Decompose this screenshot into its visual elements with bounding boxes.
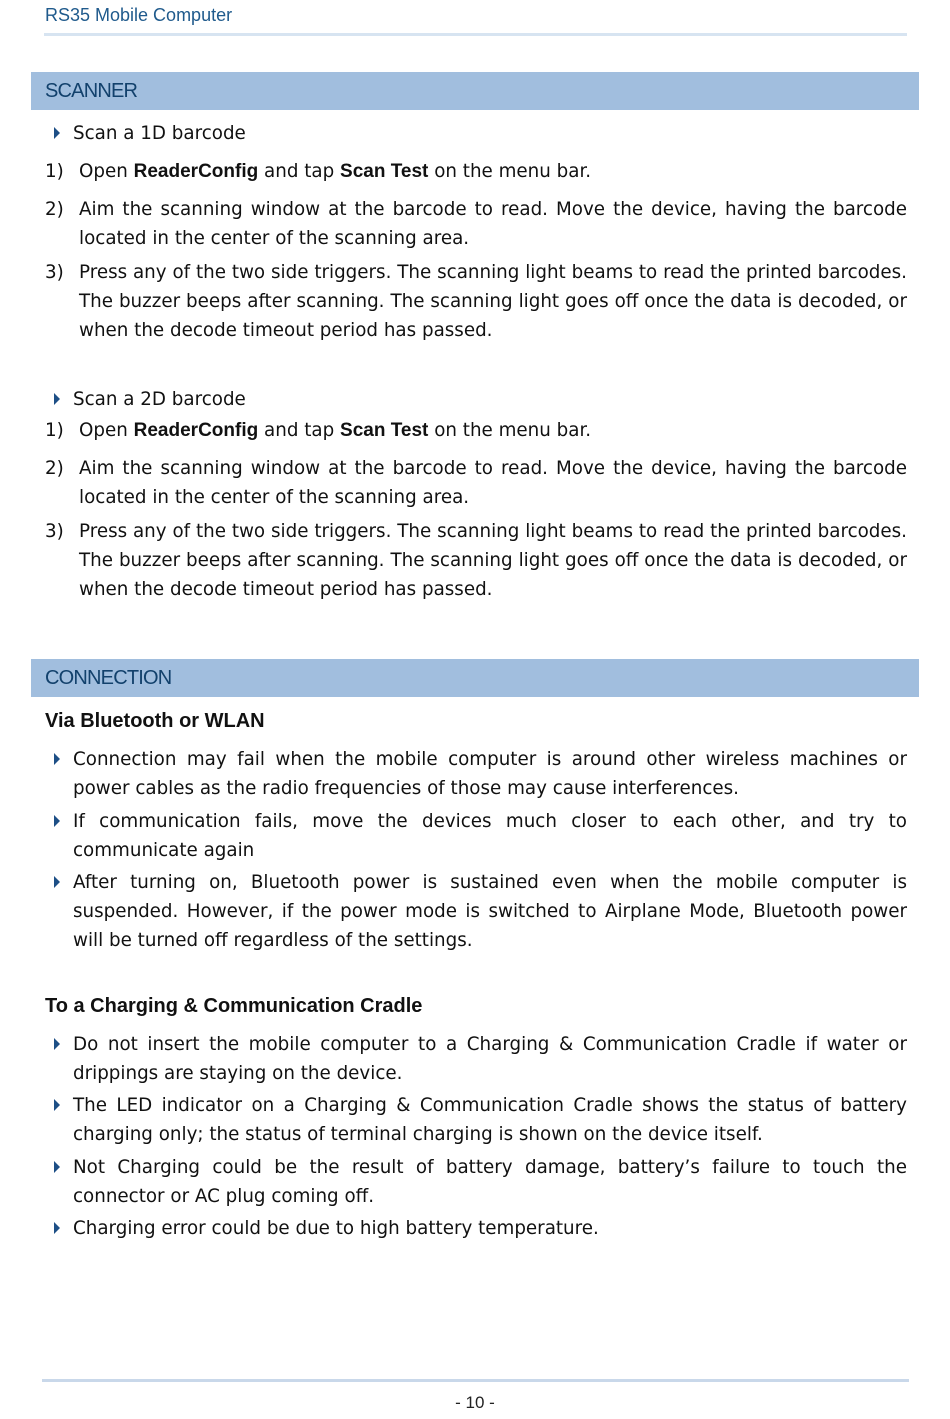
- bullet-text: Connection may fail when the mobile computer is around other wireless machines or power cables as the radio frequencies of those may cause interferences.: [73, 749, 907, 799]
- step-1d-3: [45, 258, 907, 345]
- triangle-bullet-icon: [54, 876, 60, 888]
- step-text: and tap: [258, 161, 341, 182]
- step-number: 2): [45, 199, 64, 220]
- running-header: RS35 Mobile Computer: [45, 5, 233, 25]
- bullet-scan-1d: [45, 119, 907, 148]
- section-heading-scanner: SCANNER: [45, 80, 138, 102]
- bullet-cradle-2: [45, 1091, 907, 1149]
- triangle-bullet-icon: [54, 1161, 60, 1173]
- bullet-text: Not Charging could be the result of battery damage, battery’s failure to touch the connector or AC plug coming off.: [73, 1157, 907, 1207]
- step-text: on the menu bar.: [428, 161, 592, 182]
- bullet-text: The LED indicator on a Charging & Communication Cradle shows the status of battery charging only; the status of terminal charging is shown on the device itself.: [73, 1095, 907, 1145]
- step-2d-3: [45, 517, 907, 604]
- bullet-cradle-1: [45, 1030, 907, 1088]
- menu-item-name: Scan Test: [340, 420, 429, 441]
- app-name: ReaderConfig: [133, 161, 259, 182]
- step-number: 3): [45, 521, 64, 542]
- triangle-bullet-icon: [54, 393, 60, 405]
- bullet-wireless-3: [45, 868, 907, 955]
- step-2d-1: [45, 416, 907, 445]
- bullet-text: If communication fails, move the devices much closer to each other, and try to communicate again: [73, 811, 907, 861]
- step-text: and tap: [258, 420, 341, 441]
- step-number: 1): [45, 420, 64, 441]
- triangle-bullet-icon: [54, 753, 60, 765]
- bullet-text: After turning on, Bluetooth power is sustained even when the mobile computer is suspended. However, if the power mode is switched to Airplane Mode, Bluetooth power will be turned off regardless of the settings.: [73, 872, 907, 951]
- footer-rule: [42, 1379, 909, 1382]
- subheading-wireless: Via Bluetooth or WLAN: [45, 710, 265, 732]
- bullet-text: Scan a 2D barcode: [73, 389, 246, 410]
- step-text: Aim the scanning window at the barcode to read. Move the device, having the barcode located in the center of the scanning area.: [79, 458, 907, 508]
- bullet-cradle-3: [45, 1153, 907, 1211]
- step-1d-1: [45, 157, 907, 186]
- bullet-scan-2d: [45, 385, 907, 414]
- menu-item-name: Scan Test: [340, 161, 429, 182]
- step-text: Open: [79, 420, 134, 441]
- header-rule: [44, 33, 907, 36]
- subheading-cradle: To a Charging & Communication Cradle: [45, 995, 423, 1017]
- triangle-bullet-icon: [54, 815, 60, 827]
- step-text: Press any of the two side triggers. The scanning light beams to read the printed barcodes. The buzzer beeps after scanning. The scanning light goes off once the data is decoded, or when the decode timeout period has passed.: [79, 521, 907, 600]
- step-text: Aim the scanning window at the barcode to read. Move the device, having the barcode located in the center of the scanning area.: [79, 199, 907, 249]
- triangle-bullet-icon: [54, 127, 60, 139]
- section-heading-connection: CONNECTION: [45, 667, 172, 689]
- bullet-wireless-2: [45, 807, 907, 865]
- step-2d-2: [45, 454, 907, 512]
- section-bar-scanner: [31, 72, 919, 110]
- app-name: ReaderConfig: [133, 420, 259, 441]
- triangle-bullet-icon: [54, 1099, 60, 1111]
- triangle-bullet-icon: [54, 1222, 60, 1234]
- step-text: Open: [79, 161, 134, 182]
- bullet-text: Do not insert the mobile computer to a Charging & Communication Cradle if water or drippings are staying on the device.: [73, 1034, 907, 1084]
- triangle-bullet-icon: [54, 1038, 60, 1050]
- bullet-text: Charging error could be due to high battery temperature.: [73, 1218, 599, 1239]
- section-bar-connection: [31, 659, 919, 697]
- step-text: on the menu bar.: [428, 420, 592, 441]
- step-number: 3): [45, 262, 64, 283]
- page-number: - 10 -: [455, 1393, 495, 1412]
- bullet-wireless-1: [45, 745, 907, 803]
- bullet-cradle-4: [45, 1214, 907, 1243]
- step-text: Press any of the two side triggers. The scanning light beams to read the printed barcodes. The buzzer beeps after scanning. The scanning light goes off once the data is decoded, or when the decode timeout period has passed.: [79, 262, 907, 341]
- bullet-text: Scan a 1D barcode: [73, 123, 246, 144]
- step-number: 1): [45, 161, 64, 182]
- step-1d-2: [45, 195, 907, 253]
- step-number: 2): [45, 458, 64, 479]
